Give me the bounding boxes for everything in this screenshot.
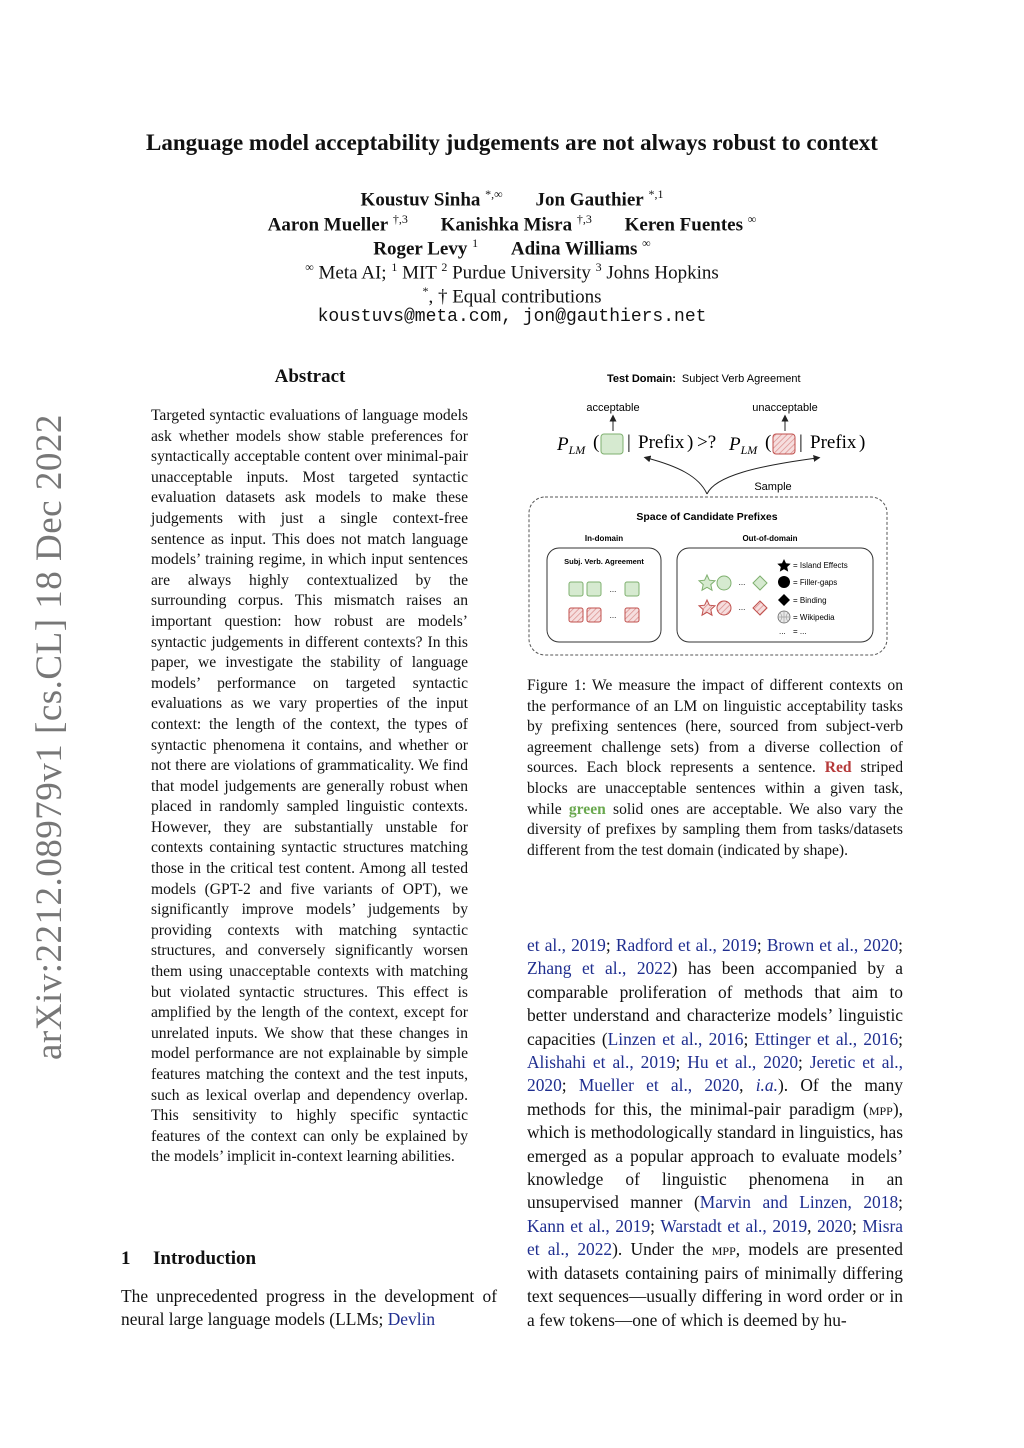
legend-label: = Filler-gaps (793, 578, 838, 587)
svg-text:(: ( (593, 432, 600, 453)
unacceptable-block (625, 608, 639, 622)
abstract-body: Targeted syntactic evaluations of language models ask whether models show stable preferences for syntactically acceptable content over minimal-pair unacceptable inputs. Most targeted syntactic evaluation datasets ask models to make these judgements with just a single context-free sentence as input. This does not match language models’ training regime, in which input sentences are always highly contextualized by the surrounding corpus. This mismatch raises an important question: how robust are models’ syntactic judgements in different contexts? In this paper, we investigate the stability of language models’ performance on targeted syntactic evaluations as we vary properties of the input context: the length of the context, the types of syntactic phenomena it contains, and whether or not there are violations of grammaticality. We find that model judgements are generally robust when placed in randomly sampled linguistic contexts. However, they are substantially unstable for contexts containing syntactic structures matching those in the critical test content. Among all tested models (GPT-2 and five variants of OPT), we significantly improve models’ judgements by providing contexts with matching syntactic structures, and conversely significantly worsen them using unacceptable contexts with matching but violated syntactic structures. This effect is amplified by the length of the context, except for unrelated inputs. We show that these changes in model performance are not explainable by simple features matching the context and the test inputs, such as lexical overlap and dependency overlap. This sensitivity to highly specific syntactic features of the context can only be explained by the models’ implicit in-context learning abilities. (151, 407, 468, 1166)
citation-link[interactable]: Linzen et al., 2016 (607, 1028, 744, 1049)
space-title: Space of Candidate Prefixes (636, 511, 778, 523)
intro-paragraph: The unprecedented progress in the development of neural large language models (LLMs; Devlin (121, 1286, 497, 1330)
acceptable-block (625, 582, 639, 596)
citation-link[interactable]: 2020 (817, 1215, 852, 1236)
author-name: Koustuv Sinha (360, 189, 481, 211)
citation-link[interactable]: Radford et al., 2019 (615, 935, 757, 955)
figure-1 (527, 366, 903, 666)
acceptable-block (601, 434, 623, 454)
citation-link[interactable]: Devlin (387, 1309, 436, 1330)
star-unacceptable-icon (699, 600, 715, 615)
svg-text:...: ... (738, 603, 746, 612)
sample-arrow-left (647, 458, 707, 494)
author-name: Kanishka Misra (440, 214, 573, 236)
probability-formula (556, 432, 865, 457)
author-name: Roger Levy (373, 238, 468, 260)
acceptable-label: acceptable (586, 402, 640, 414)
author-name: Keren Fuentes (624, 214, 744, 236)
legend-label: = Binding (793, 596, 827, 605)
circle-icon (778, 576, 790, 588)
diamond-acceptable-icon (753, 576, 767, 590)
legend-dots: ... (779, 627, 786, 636)
author-line-2: Aaron Mueller $^{\dagger,3}$ Kanishka Misra $^{\dagger,3}$ Keren Fuentes ∞ (267, 212, 757, 236)
unacceptable-block (587, 608, 601, 622)
unacceptable-block (773, 434, 795, 454)
equal-contributions: *, † Equal contributions (422, 284, 602, 308)
author-name: Jon Gauthier (535, 189, 644, 211)
affiliations: ∞ Meta AI; $^1$ MIT $^2$ Purdue University $^3$ Johns Hopkins (305, 260, 719, 284)
author-name: Adina Williams (510, 238, 638, 260)
mpp-abbrev: mpp (868, 1098, 893, 1119)
citation-link[interactable]: et al., 2019 (527, 935, 606, 955)
svg-text:|: | (627, 432, 631, 453)
acceptable-block (569, 582, 583, 596)
svg-text:Prefix: Prefix (638, 432, 685, 453)
svg-text:...: ... (609, 611, 617, 620)
circle-acceptable-icon (717, 576, 731, 590)
svg-text:...: ... (738, 578, 746, 587)
figure-1-caption: Figure 1: We measure the impact of different contexts on the performance of an LM on linguistic acceptability tasks by prefixing sentences (here, sourced from subject-verb agreement challenge sets) from a diverse collection of sources. Each block represents a sentence. Red striped blocks are unacceptable sentences within a given task, while green solid ones are acceptable. We also vary the diversity of prefixes by sampling them from tasks/datasets different from the test domain (indicated by shape). (527, 677, 903, 859)
svg-text:PLM: $P_{LM}$ (729, 434, 758, 457)
star-icon (777, 559, 790, 572)
legend-label: = Island Effects (793, 561, 848, 570)
intro-paragraph-continued: et al., 2019; Radford et al., 2019; Brown et al., 2020; Zhang et al., 2022) has been accompanied by a comparable proliferation of methods that aim to better understand and characterize models’ linguistic capacities (Linzen et al., 2016; Ettinger et al., 2016; Alishahi et al., 2019; Hu et al., 2020; Jeretic et al., 2020; Mueller et al., 2020, i.a.). Of the many methods for this, the minimal-pair paradigm (mpp), which is methodologically standard in linguistics, has emerged as a popular approach to evaluate models’ knowledge of linguistic phenomena in an unsupervised manner (Marvin and Linzen, 2018; Kann et al., 2019; Warstadt et al., 2019, 2020; Misra et al., 2022). Under the mpp, models are presented with datasets containing pairs of minimally differing text sequences—usually differing in word order or in a few tokens—one of which is deemed by hu- (527, 935, 904, 1330)
citation-link[interactable]: Jeretic et al., 2020 (527, 1052, 903, 1096)
svg-text:>?: >? (697, 432, 717, 453)
diamond-icon (778, 594, 790, 606)
section-number: 1 (121, 1248, 131, 1269)
circle-unacceptable-icon (717, 601, 731, 615)
author-name: Aaron Mueller (267, 214, 389, 236)
out-domain-label: Out-of-domain (742, 534, 798, 543)
author-line-3: Roger Levy $^1$ Adina Williams ∞ (373, 236, 651, 260)
in-domain-label: In-domain (584, 534, 624, 543)
svg-text:(: ( (765, 432, 772, 453)
author-emails: koustuvs@meta.com, jon@gauthiers.net (317, 307, 707, 327)
svg-text:PLM: $P_{LM}$ (557, 434, 586, 457)
citation-link[interactable]: Ettinger et al., 2016 (754, 1028, 899, 1049)
author-line-1: Koustuv Sinha *,∞ Jon Gauthier $^{*,1}$ (360, 187, 664, 211)
unacceptable-label: unacceptable (752, 402, 818, 414)
citation-link[interactable]: i.a. (755, 1075, 778, 1096)
svg-text:): ) (859, 432, 866, 453)
caption-red-word: Red (824, 759, 852, 777)
unacceptable-block (569, 608, 583, 622)
svg-text:|: | (799, 432, 803, 453)
arxiv-stamp: arXiv:2212.08979v1 [cs.CL] 18 Dec 2022 (29, 414, 70, 1060)
in-domain-box-title: Subj. Verb. Agreement (564, 557, 644, 566)
diamond-unacceptable-icon (753, 601, 767, 615)
mpp-abbrev: mpp (711, 1239, 736, 1260)
svg-text:Prefix: Prefix (810, 432, 857, 453)
citation-link[interactable]: Marvin and Linzen, 2018 (699, 1192, 899, 1213)
paper-title: Language model acceptability judgements are not always robust to context (146, 130, 878, 155)
test-domain-label: Test Domain: Subject Verb Agreement (607, 373, 801, 385)
acceptable-block (587, 582, 601, 596)
svg-text:): ) (687, 432, 694, 453)
citation-link[interactable]: Mueller et al., 2020 (578, 1075, 740, 1096)
legend-label: = ... (793, 627, 807, 636)
citation-link[interactable]: Zhang et al., 2022 (527, 958, 672, 979)
citation-link[interactable]: Warstadt et al., 2019 (660, 1215, 808, 1236)
legend-label: = Wikipedia (793, 613, 835, 622)
section-heading-introduction: 1 Introduction (121, 1248, 257, 1269)
citation-link[interactable]: Brown et al., 2020 (766, 935, 899, 955)
abstract-heading: Abstract (274, 366, 346, 387)
citation-link[interactable]: Kann et al., 2019 (527, 1215, 651, 1236)
caption-green-word: green (568, 800, 606, 818)
citation-link[interactable]: Alishahi et al., 2019 (527, 1052, 676, 1073)
svg-text:...: ... (609, 585, 617, 594)
sample-label: Sample (754, 481, 792, 493)
star-acceptable-icon (699, 575, 715, 590)
citation-link[interactable]: Misra et al., 2022 (527, 1215, 903, 1260)
citation-link[interactable]: Hu et al., 2020 (687, 1052, 799, 1073)
